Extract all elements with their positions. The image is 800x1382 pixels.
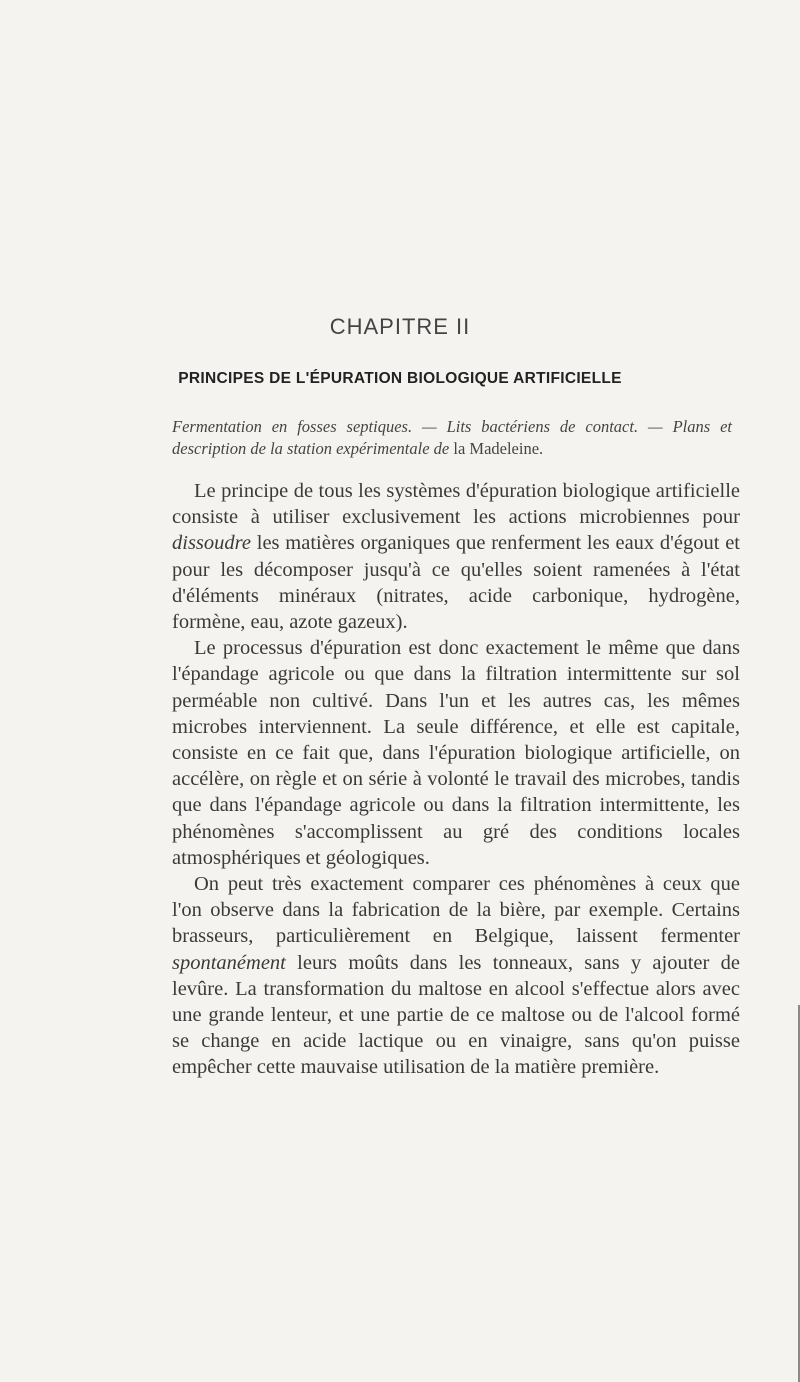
- chapter-summary: [172, 416, 732, 460]
- chapter-title: PRINCIPES DE L'ÉPURATION BIOLOGIQUE ARTIFICIELLE: [178, 370, 622, 387]
- summary-place: la Madeleine.: [449, 439, 544, 458]
- paragraph-3-emphasis: spontanément: [172, 951, 286, 974]
- paragraph-1-emphasis: dissoudre: [172, 532, 251, 555]
- paragraph-3-text-b: leurs moûts dans les tonneaux, sans y ajouter de levûre. La transformation du maltose en alcool s'effectue alors avec une grande lenteur, et une partie de ce maltose ou de l'alcool formé se change en acide lactique ou en vinaigre, sans qu'on puisse empêcher cette mauvaise utilisation de la matière première.: [172, 951, 740, 1079]
- paragraph-1: [172, 478, 740, 635]
- paragraph-1-text-a: Le principe de tous les systèmes d'épuration biologique artificielle consiste à utiliser exclusivement les actions microbiennes pour: [172, 480, 740, 529]
- paragraph-3-text-a: On peut très exactement comparer ces phénomènes à ceux que l'on observe dans la fabrication de la bière, par exemple. Certains brasseurs, particulièrement en Belgique, laissent fermenter: [172, 873, 740, 948]
- body-text: [172, 478, 740, 1081]
- paragraph-2-text: Le processus d'épuration est donc exactement le même que dans l'épandage agricole ou que dans la filtration intermittente sur sol perméable non cultivé. Dans l'un et les autres cas, les mêmes microbes interviennent. La seule différence, et elle est capitale, consiste en ce fait que, dans l'épuration biologique artificielle, on accélère, on règle et on série à volonté le travail des microbes, tandis que dans l'épandage agricole ou dans la filtration intermittente, les phénomènes s'accomplissent au gré des conditions locales atmosphériques et géologiques.: [172, 637, 740, 869]
- paragraph-1-text-b: les matières organiques que renferment les eaux d'égout et pour les décomposer jusqu'à ce qu'elles soient ramenées à l'état d'éléments minéraux (nitrates, acide carbonique, hydrogène, formène, eau, azote gazeux).: [172, 532, 740, 634]
- summary-italic: Fermentation en fosses septiques. — Lits bactériens de contact. — Plans et description de la station expérimentale de: [172, 417, 732, 458]
- paragraph-2: [172, 635, 740, 871]
- chapter-heading: CHAPITRE II: [329, 314, 471, 339]
- paragraph-3: [172, 871, 740, 1081]
